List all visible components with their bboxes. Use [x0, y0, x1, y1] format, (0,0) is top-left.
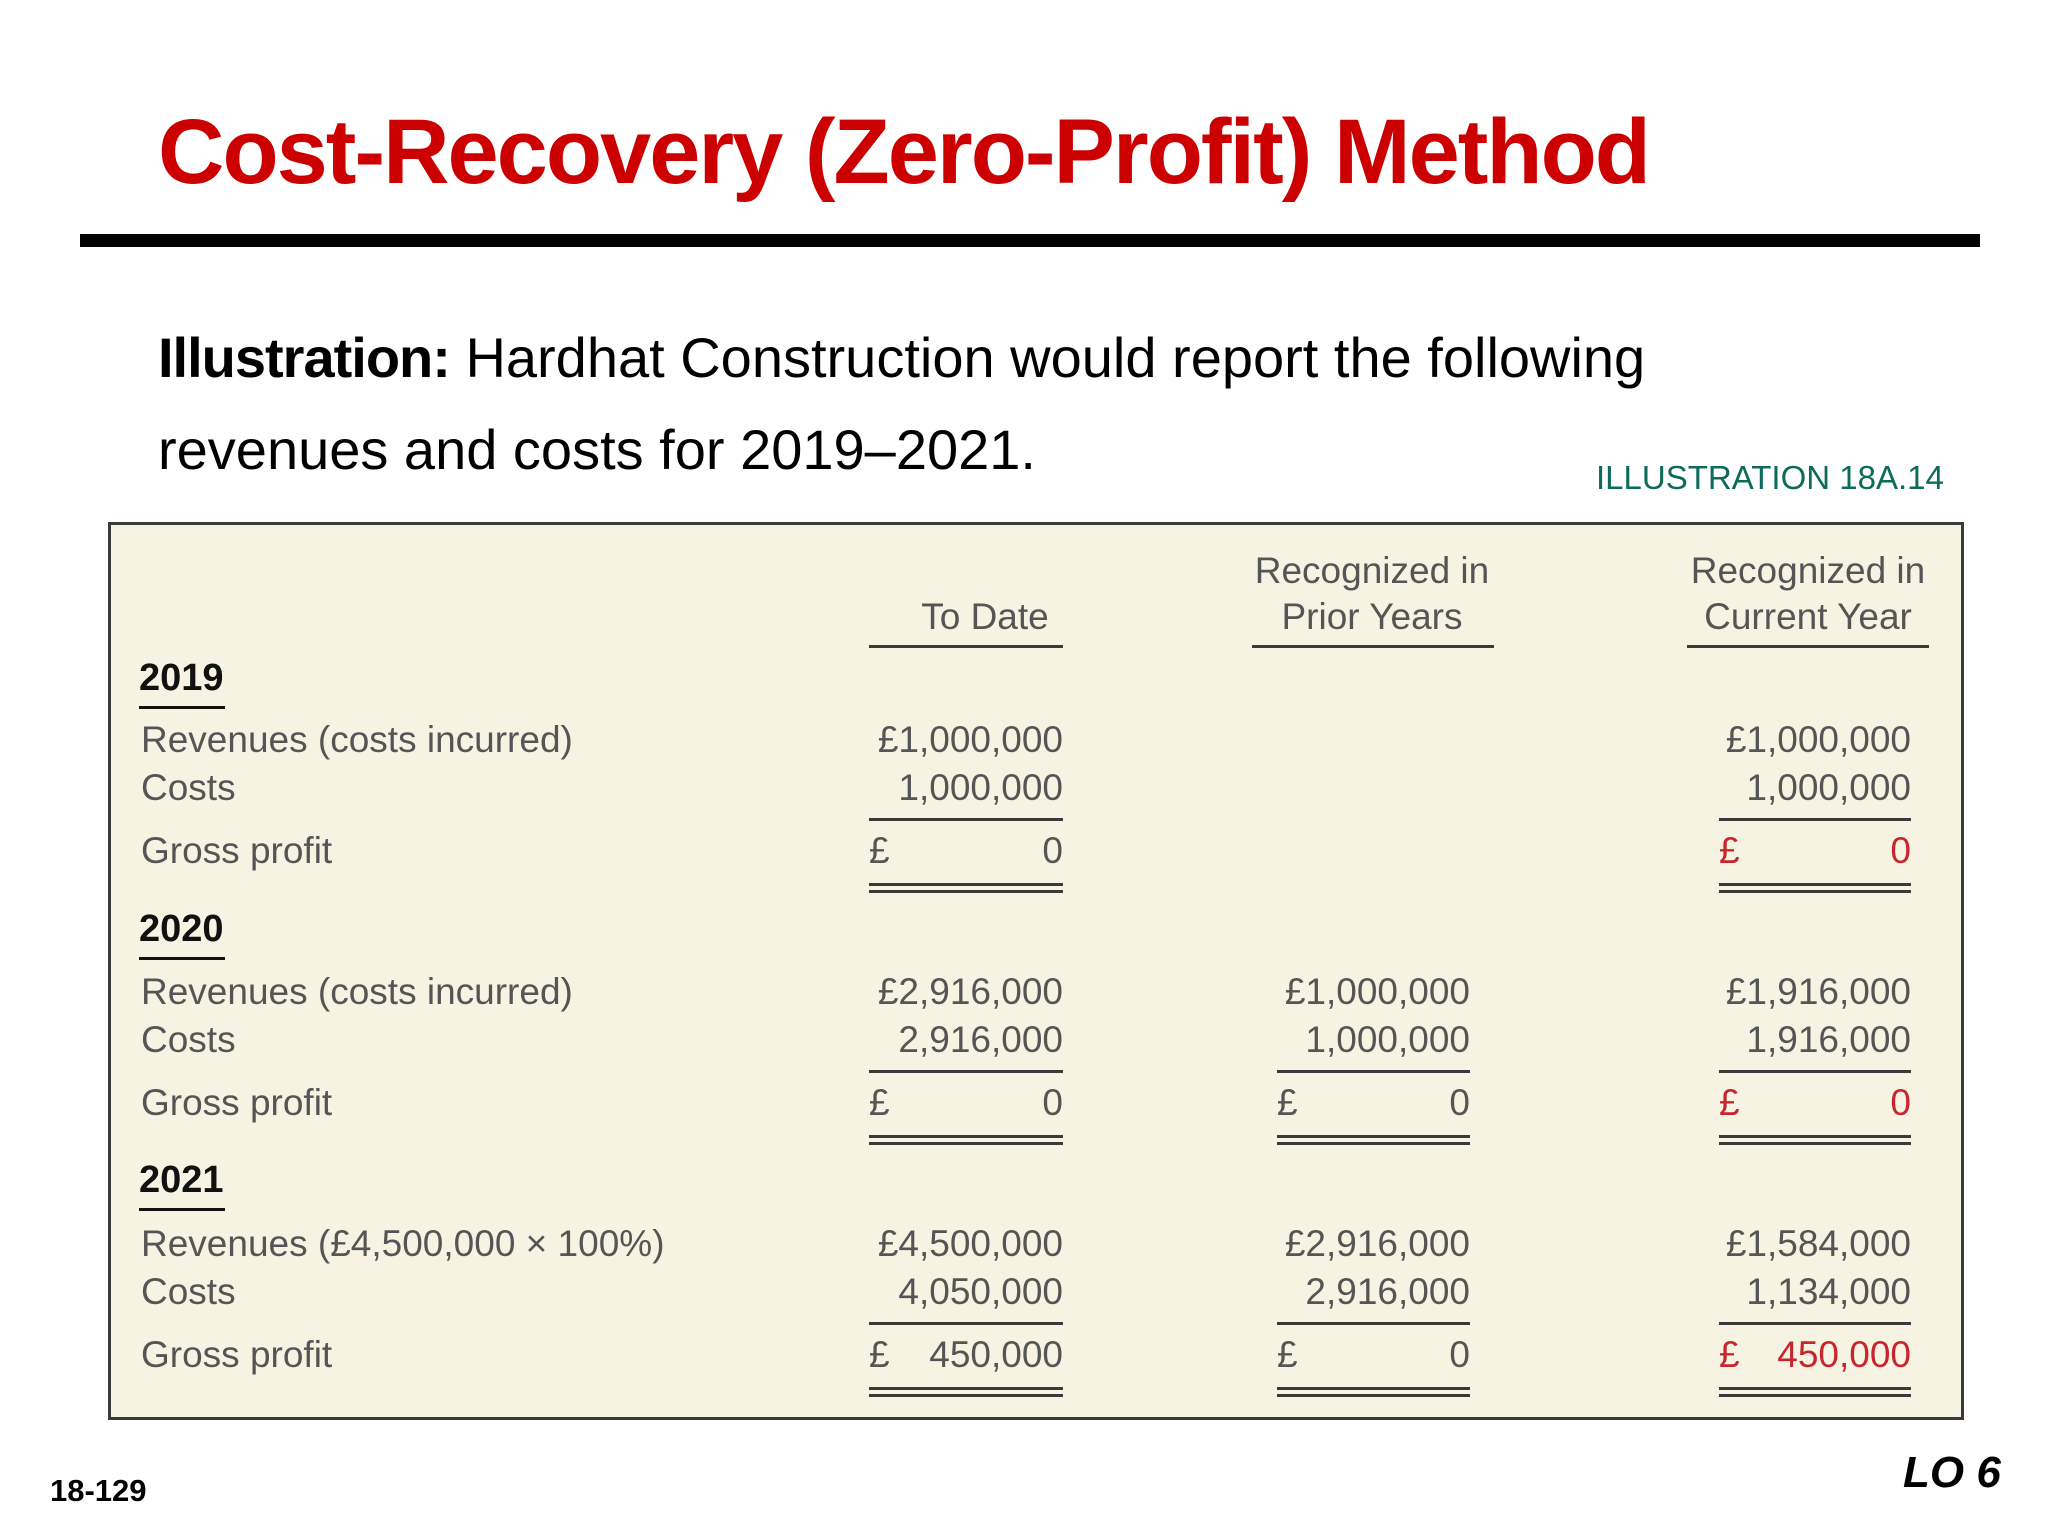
- cell-prior: 0: [1449, 1334, 1470, 1375]
- title-divider: [80, 234, 1980, 247]
- cell-current: 1,134,000: [1746, 1271, 1911, 1312]
- header-rule-current: [1687, 645, 1929, 648]
- total-double-rule: [1719, 1135, 1911, 1145]
- currency-symbol: £: [869, 1082, 890, 1123]
- currency-symbol: £: [1719, 1334, 1740, 1375]
- cell-to-date: £2,916,000: [877, 971, 1063, 1012]
- subtotal-rule: [1277, 1322, 1470, 1325]
- intro-text: Hardhat Construction would report the following revenues and costs for 2019–2021.: [158, 326, 1646, 481]
- subtotal-rule: [1719, 1322, 1911, 1325]
- cell-prior: £2,916,000: [1284, 1223, 1470, 1264]
- cell-to-date: 450,000: [929, 1334, 1063, 1375]
- total-double-rule: [1719, 1387, 1911, 1397]
- year-heading: 2019: [139, 657, 224, 699]
- year-underline: [139, 957, 225, 960]
- total-double-rule: [869, 883, 1063, 893]
- cell-to-date: 0: [1042, 830, 1063, 871]
- currency-symbol: £: [1277, 1082, 1298, 1123]
- total-double-rule: [1277, 1387, 1470, 1397]
- row-label: Revenues (£4,500,000 × 100%): [141, 1223, 665, 1264]
- row-label: Costs: [141, 1271, 236, 1312]
- subtotal-rule: [1277, 1070, 1470, 1073]
- slide-title: Cost-Recovery (Zero-Profit) Method: [158, 101, 1649, 203]
- cell-current: £1,916,000: [1725, 971, 1911, 1012]
- cell-current: £1,584,000: [1725, 1223, 1911, 1264]
- cell-to-date: 4,050,000: [898, 1271, 1063, 1312]
- subtotal-rule: [1719, 1070, 1911, 1073]
- cell-prior: 0: [1449, 1082, 1470, 1123]
- illustration-reference: ILLUSTRATION 18A.14: [1596, 459, 1944, 496]
- header-rule-to-date: [869, 645, 1063, 648]
- row-label: Gross profit: [141, 1334, 333, 1375]
- header-rule-prior: [1252, 645, 1494, 648]
- cell-current: 0: [1890, 830, 1911, 871]
- currency-symbol: £: [1719, 1082, 1740, 1123]
- cell-current: 1,916,000: [1746, 1019, 1911, 1060]
- cell-prior: 1,000,000: [1305, 1019, 1470, 1060]
- cell-to-date: 1,000,000: [898, 767, 1063, 808]
- year-underline: [139, 706, 225, 709]
- page-number: 18-129: [50, 1473, 147, 1508]
- learning-objective-tag: LO 6: [1903, 1448, 2001, 1497]
- row-label: Costs: [141, 1019, 236, 1060]
- header-current-line1: Recognized in: [1690, 550, 1926, 591]
- row-label: Gross profit: [141, 1082, 333, 1123]
- row-label: Revenues (costs incurred): [141, 719, 573, 760]
- cell-current: 450,000: [1777, 1334, 1911, 1375]
- total-double-rule: [869, 1387, 1063, 1397]
- cell-to-date: 0: [1042, 1082, 1063, 1123]
- total-double-rule: [869, 1135, 1063, 1145]
- cell-prior: 2,916,000: [1305, 1271, 1470, 1312]
- cell-to-date: £4,500,000: [877, 1223, 1063, 1264]
- cell-current: £1,000,000: [1725, 719, 1911, 760]
- header-to-date: To Date: [921, 596, 1049, 637]
- intro-lead: Illustration:: [158, 326, 450, 389]
- year-heading: 2020: [139, 908, 224, 950]
- subtotal-rule: [869, 1322, 1063, 1325]
- cell-current: 1,000,000: [1746, 767, 1911, 808]
- currency-symbol: £: [869, 1334, 890, 1375]
- financial-table: [108, 522, 1964, 1420]
- total-double-rule: [1719, 883, 1911, 893]
- year-underline: [139, 1208, 225, 1211]
- subtotal-rule: [869, 818, 1063, 821]
- header-current-line2: Current Year: [1704, 596, 1912, 637]
- cell-prior: £1,000,000: [1284, 971, 1470, 1012]
- cell-to-date: 2,916,000: [898, 1019, 1063, 1060]
- total-double-rule: [1277, 1135, 1470, 1145]
- currency-symbol: £: [1719, 830, 1740, 871]
- cell-current: 0: [1890, 1082, 1911, 1123]
- cell-to-date: £1,000,000: [877, 719, 1063, 760]
- row-label: Gross profit: [141, 830, 333, 871]
- subtotal-rule: [1719, 818, 1911, 821]
- year-heading: 2021: [139, 1159, 224, 1201]
- header-prior-line2: Prior Years: [1281, 596, 1463, 637]
- row-label: Costs: [141, 767, 236, 808]
- subtotal-rule: [869, 1070, 1063, 1073]
- currency-symbol: £: [1277, 1334, 1298, 1375]
- currency-symbol: £: [869, 830, 890, 871]
- row-label: Revenues (costs incurred): [141, 971, 573, 1012]
- header-prior-line1: Recognized in: [1254, 550, 1490, 591]
